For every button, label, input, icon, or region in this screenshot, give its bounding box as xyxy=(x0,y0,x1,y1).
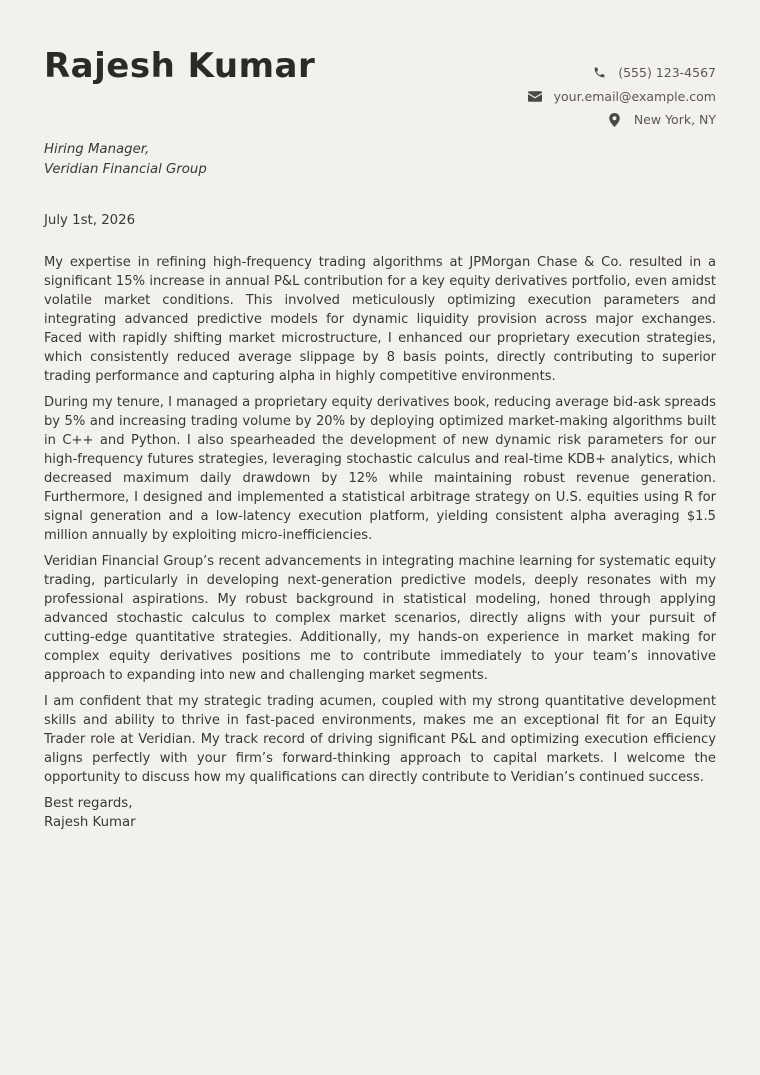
location-text: New York, NY xyxy=(633,112,716,128)
phone-text: (555) 123-4567 xyxy=(618,65,716,81)
letter-date: July 1st, 2026 xyxy=(44,213,136,228)
contact-location xyxy=(528,108,716,132)
contact-block xyxy=(528,61,716,132)
applicant-name: Rajesh Kumar xyxy=(44,46,316,86)
phone-icon xyxy=(592,66,606,80)
recipient-title: Hiring Manager, xyxy=(44,142,150,157)
closing-signature: Rajesh Kumar xyxy=(44,815,136,830)
map-pin-icon xyxy=(608,113,622,127)
body-paragraph: During my tenure, I managed a proprietary equity derivatives book, reducing average bid-ask spreads by 5% and increasing trading volume by 20% by deploying optimized market-making algorithms built in C++ and Python. I also spearheaded the development of new dynamic risk parameters for our high-frequency futures strategies, leveraging stochastic calculus and real-time KDB+ analytics, which decreased maximum daily drawdown by 12% while maintaining robust revenue generation. Furthermore, I designed and implemented a statistical arbitrage strategy on U.S. equities using R for signal generation and a low-latency execution platform, yielding consistent alpha averaging $1.5 million annually by exploiting micro-inefficiencies. xyxy=(44,395,716,543)
letter-body xyxy=(44,253,716,832)
body-paragraph: My expertise in refining high-frequency trading algorithms at JPMorgan Chase & Co. resulted in a significant 15% increase in annual P&L contribution for a key equity derivatives portfolio, even amidst volatile market conditions. This involved meticulously optimizing execution parameters and integrating advanced predictive models for dynamic liquidity provision across major exchanges. Faced with rapidly shifting market microstructure, I enhanced our proprietary execution strategies, which consistently reduced average slippage by 8 basis points, directly contributing to superior trading performance and capturing alpha in highly competitive environments. xyxy=(44,255,716,384)
closing-block xyxy=(44,794,716,832)
closing-salutation: Best regards, xyxy=(44,796,133,811)
recipient-block xyxy=(44,140,207,179)
body-paragraph: Veridian Financial Group’s recent advancements in integrating machine learning for systematic equity trading, particularly in developing next-generation predictive models, deeply resonates with my professional aspirations. My robust background in statistical modeling, honed through applying advanced stochastic calculus to complex market scenarios, directly aligns with your pursuit of cutting-edge quantitative strategies. Additionally, my hands-on experience in market making for complex equity derivatives positions me to contribute immediately to your team’s innovative approach to expanding into new and challenging market segments. xyxy=(44,554,716,683)
envelope-icon xyxy=(528,89,542,103)
body-paragraph: I am confident that my strategic trading acumen, coupled with my strong quantitative development skills and ability to thrive in fast-paced environments, makes me an exceptional fit for an Equity Trader role at Veridian. My track record of driving significant P&L and optimizing execution efficiency aligns perfectly with your firm’s forward-thinking approach to capital markets. I welcome the opportunity to discuss how my qualifications can directly contribute to Veridian’s continued success. xyxy=(44,694,716,785)
recipient-company: Veridian Financial Group xyxy=(44,161,207,177)
contact-phone xyxy=(528,61,716,85)
contact-email xyxy=(528,85,716,109)
email-text[interactable]: your.email@example.com xyxy=(553,88,716,104)
